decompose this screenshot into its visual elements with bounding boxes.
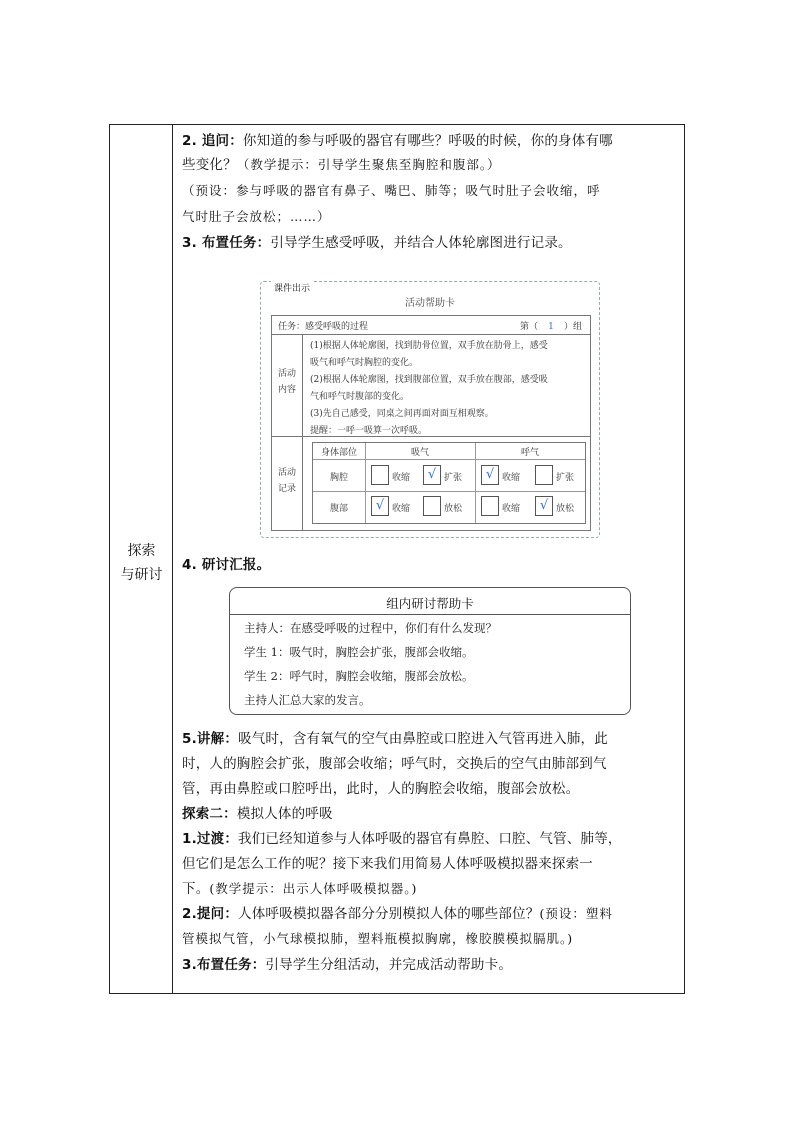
check-icon: √	[423, 465, 441, 485]
e2-line-1	[182, 902, 682, 926]
item-3-label: 3. 布置任务：	[182, 235, 271, 251]
activity-card-body	[271, 315, 591, 531]
task-label: 任务：感受呼吸的过程	[278, 322, 369, 332]
section-label	[110, 539, 173, 587]
row-abdomen: 腹部	[329, 504, 348, 514]
item-2-label: 2. 追问：	[182, 133, 243, 149]
discussion-line: 主持人汇总大家的发言。	[244, 693, 371, 707]
item-3-text: 引导学生感受呼吸，并结合人体轮廓图进行记录。	[270, 235, 572, 251]
option-label: 扩张	[444, 473, 463, 483]
discussion-line: 学生 2：呼气时，胸腔会收缩，腹部会放松。	[244, 669, 474, 683]
option-label: 收缩	[392, 504, 411, 514]
discussion-line: 主持人：在感受呼吸的过程中，你们有什么发现？	[244, 621, 497, 635]
check-icon: √	[481, 465, 499, 485]
option-label: 收缩	[392, 473, 411, 483]
item-2-preset-2: 气时肚子会放松；……）	[182, 209, 331, 224]
discussion-card-title: 组内研讨帮助卡	[386, 596, 474, 611]
e1-line-1	[182, 827, 682, 851]
content-label-cell	[272, 334, 303, 436]
item-5-line-1	[182, 727, 682, 751]
table-line	[313, 459, 585, 460]
group-prefix: 第（	[519, 322, 538, 332]
lesson-table	[109, 124, 685, 994]
item-5-text: 吸气时，含有氧气的空气由鼻腔或口腔进入气管再进入肺，此	[238, 731, 608, 747]
checkbox	[371, 465, 389, 485]
item-2-line-1	[182, 129, 682, 153]
e1-text: 我们已经知道参与人体呼吸的器官有鼻腔、口腔、气管、肺等，	[238, 831, 622, 847]
section-label-line-2: 与研讨	[120, 567, 163, 583]
header-body-part: 身体部位	[320, 448, 357, 458]
item-2-text-2: 些变化？	[182, 157, 237, 173]
section-column	[110, 125, 173, 993]
explore-2-label: 探索二：	[182, 806, 237, 822]
e3-text: 引导学生分组活动，并完成活动帮助卡。	[265, 957, 513, 973]
group-suffix: ）组	[563, 322, 582, 332]
activity-card-title: 活动帮助卡	[405, 298, 455, 309]
group-num: 1	[548, 322, 554, 332]
explore-2-heading	[182, 802, 682, 826]
card-divider	[230, 614, 630, 615]
discussion-line: 学生 1：吸气时，胸腔会扩张，腹部会收缩。	[244, 645, 474, 659]
option-label: 放松	[444, 504, 463, 514]
courseware-tag: 课件出示	[271, 281, 313, 294]
e1-text-3: 下。	[182, 881, 210, 897]
header-exhale: 呼气	[520, 448, 539, 458]
option-label: 扩张	[556, 473, 575, 483]
checkbox	[423, 496, 441, 516]
checkbox	[481, 496, 499, 516]
content-line: (3)先自己感受，同桌之间再面对面互相观察。	[310, 409, 494, 419]
item-2-text: 你知道的参与呼吸的器官有哪些？呼吸的时候，你的身体有哪	[242, 133, 613, 149]
option-label: 收缩	[502, 504, 521, 514]
item-3	[182, 231, 682, 255]
e2-line-2: 管模拟气管，小气球模拟肺，塑料瓶模拟胸廓，橡胶膜模拟膈肌。)	[182, 931, 574, 946]
card-divider	[272, 436, 590, 437]
option-label: 收缩	[502, 473, 521, 483]
content-line: (1)根据人体轮廓图，找到肋骨位置，双手放在肋骨上，感受	[310, 341, 548, 351]
option-label: 放松	[556, 504, 575, 514]
content-line: 气和呼气时腹部的变化。	[310, 392, 410, 402]
record-label-1: 活动	[277, 468, 296, 478]
item-2-hint: （教学提示：引导学生聚焦至胸腔和腹部。）	[236, 157, 501, 172]
item-2-line-2	[182, 153, 682, 177]
e1-line-2: 但它们是怎么工作的呢？接下来我们用简易人体呼吸模拟器来探索一	[182, 856, 593, 872]
item-4	[182, 553, 682, 577]
header-inhale: 吸气	[410, 448, 429, 458]
section-content	[174, 125, 685, 993]
table-line	[313, 491, 585, 492]
check-icon: √	[371, 496, 389, 516]
item-5-line-2: 时，人的胸腔会扩张，腹部会收缩；呼气时，交换后的空气由肺部到气	[182, 756, 607, 772]
e1-label: 1.过渡：	[182, 831, 239, 847]
e2-hint: (预设：塑料	[539, 906, 613, 921]
e1-hint: (教学提示：出示人体呼吸模拟器。)	[209, 881, 418, 896]
group-number	[520, 319, 582, 332]
e3	[182, 953, 682, 977]
discussion-help-card	[229, 587, 631, 715]
content-line: 提醒：一呼一吸算一次呼吸。	[310, 426, 428, 436]
section-label-line-1: 探索	[127, 543, 156, 559]
content-line: (2)根据人体轮廓图，找到腹部位置，双手放在腹部，感受吸	[310, 375, 548, 385]
activity-help-card	[260, 281, 600, 538]
check-icon: √	[535, 496, 553, 516]
e3-label: 3.布置任务：	[182, 957, 266, 973]
checkbox	[535, 465, 553, 485]
item-2-preset: （预设：参与呼吸的器官有鼻子、嘴巴、肺等；吸气时肚子会收缩，呼	[182, 183, 601, 198]
content-line: 吸气和呼气时胸腔的变化。	[310, 358, 419, 368]
e1-line-3	[182, 877, 682, 901]
content-label-2: 内容	[277, 385, 296, 395]
activity-content	[310, 338, 586, 440]
content-label-1: 活动	[277, 369, 296, 379]
record-label-2: 记录	[277, 484, 296, 494]
record-label-cell	[272, 437, 303, 530]
e2-text: 人体呼吸模拟器各部分分别模拟人体的哪些部位？	[238, 906, 540, 922]
e2-label: 2.提问：	[182, 906, 239, 922]
record-table	[312, 442, 586, 524]
explore-2-text: 模拟人体的呼吸	[236, 806, 333, 822]
item-5-line-3: 管，再由鼻腔或口腔呼出，此时，人的胸腔会收缩，腹部会放松。	[182, 781, 580, 797]
task-row	[272, 316, 590, 335]
item-4-label: 4. 研讨汇报。	[182, 557, 271, 573]
row-chest: 胸腔	[329, 473, 348, 483]
item-5-label: 5.讲解：	[182, 731, 239, 747]
